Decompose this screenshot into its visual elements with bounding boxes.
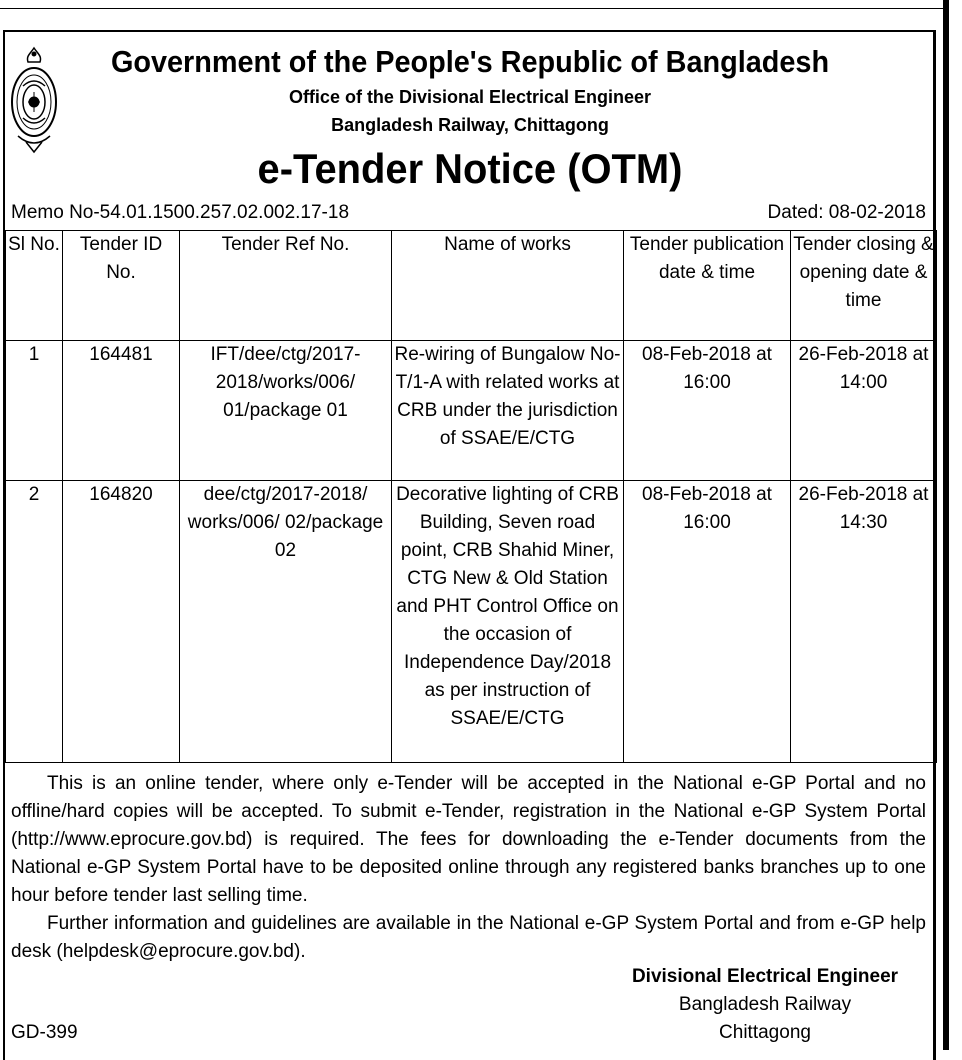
table-row [6,341,937,481]
page-edge-bar [943,0,949,1050]
col-header-closing: Tender closing & opening date & time [791,231,937,341]
cell-sl: 2 [6,481,63,763]
col-header-tender-id: Tender ID No. [63,231,180,341]
col-header-works: Name of works [392,231,624,341]
col-header-tender-ref: Tender Ref No. [180,231,392,341]
railway-location: Bangladesh Railway, Chittagong [331,115,609,135]
signatory-designation: Divisional Electrical Engineer [631,966,899,987]
paragraph-text: Further information and guidelines are available in the National e-GP System Portal and from e-GP help desk (helpdesk@eprocure.gov.bd). [11,913,926,962]
online-tender-paragraph [11,770,926,910]
notice-heading: e-Tender Notice (OTM) [257,145,683,192]
government-title: Government of the People's Republic of Bangladesh [110,44,830,79]
tender-table [5,230,937,763]
top-rule [0,8,945,9]
notice-date: Dated: 08-02-2018 [767,202,926,223]
cell-closing: 26-Feb-2018 at 14:30 [791,481,937,763]
cell-works: Re-wiring of Bungalow No- T/1-A with related works at CRB under the jurisdiction of SSAE/E/CTG [392,341,624,481]
cell-tender-id: 164481 [63,341,180,481]
further-info-paragraph [11,910,926,966]
cell-publication: 08-Feb-2018 at 16:00 [624,481,791,763]
office-name: Office of the Divisional Electrical Engineer [288,87,652,107]
cell-tender-id: 164820 [63,481,180,763]
table-header-row [6,231,937,341]
memo-number: Memo No-54.01.1500.257.02.002.17-18 [11,202,350,223]
cell-tender-ref: IFT/dee/ctg/2017-2018/works/006/ 01/package 01 [180,341,392,481]
paragraph-text: This is an online tender, where only e-Tender will be accepted in the National e-GP Portal and no offline/hard copies will be accepted. To submit e-Tender, registration in the National e-GP System Portal (http://www.eprocure.gov.bd) is required. The fees for downloading the e-Tender documents from the National e-GP System Portal have to be deposited online through any registered banks branches up to one hour before tender last selling time. [11,773,926,906]
col-header-sl: Sl No. [6,231,63,341]
cell-tender-ref: dee/ctg/2017-2018/ works/006/ 02/package 02 [180,481,392,763]
cell-closing: 26-Feb-2018 at 14:00 [791,341,937,481]
cell-publication: 08-Feb-2018 at 16:00 [624,341,791,481]
table-row [6,481,937,763]
signatory-place: Chittagong [719,1022,811,1043]
gd-code: GD-399 [11,1022,78,1043]
col-header-publication: Tender publication date & time [624,231,791,341]
cell-works: Decorative lighting of CRB Building, Seven road point, CRB Shahid Miner, CTG New & Old Station and PHT Control Office on the occasion of Independence Day/2018 as per instruction of SSAE/E/CTG [392,481,624,763]
cell-sl: 1 [6,341,63,481]
signatory-organization: Bangladesh Railway [678,994,852,1015]
